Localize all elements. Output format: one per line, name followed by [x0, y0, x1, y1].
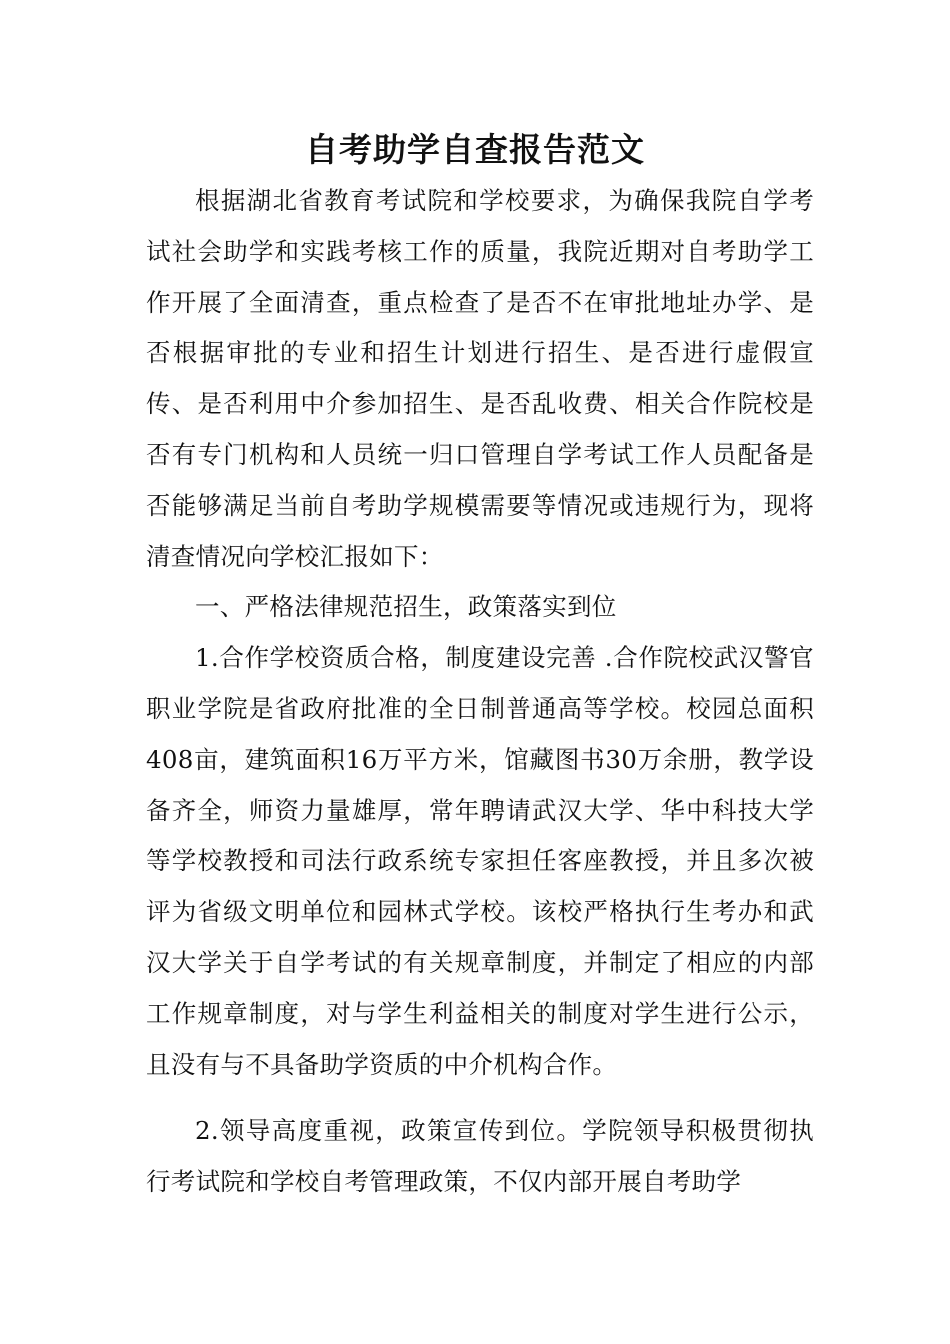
- document-body: [146, 176, 814, 1208]
- section-heading: 一、严格法律规范招生，政策落实到位: [195, 592, 617, 622]
- item-1-paragraph: 1.合作学校资质合格，制度建设完善 .合作院校武汉警官职业学院是省政府批准的全日制普通高等学校。校园总面积408亩，建筑面积16万平方米，馆藏图书30万余册，教学设备齐全，师资力量雄厚，常年聘请武汉大学、华中科技大学等学校教授和司法行政系统专家担任客座教授，并且多次被评为省级文明单位和园林式学校。该校严格执行生考办和武汉大学关于自学考试的有关规章制度，并制定了相应的内部工作规章制度，对与学生利益相关的制度对学生进行公示，且没有与不具备助学资质的中介机构合作。: [146, 643, 814, 1079]
- intro-paragraph: 根据湖北省教育考试院和学校要求，为确保我院自学考试社会助学和实践考核工作的质量，我院近期对自考助学工作开展了全面清查，重点检查了是否不在审批地址办学、是否根据审批的专业和招生计划进行招生、是否进行虚假宣传、是否利用中介参加招生、是否乱收费、相关合作院校是否有专门机构和人员统一归口管理自学考试工作人员配备是否能够满足当前自考助学规模需要等情况或违规行为，现将清查情况向学校汇报如下：: [146, 186, 814, 571]
- item-2-paragraph: 2.领导高度重视，政策宣传到位。学院领导积极贯彻执行考试院和学校自考管理政策，不仅内部开展自考助学: [146, 1116, 814, 1197]
- document-title: 自考助学自查报告范文: [305, 130, 645, 169]
